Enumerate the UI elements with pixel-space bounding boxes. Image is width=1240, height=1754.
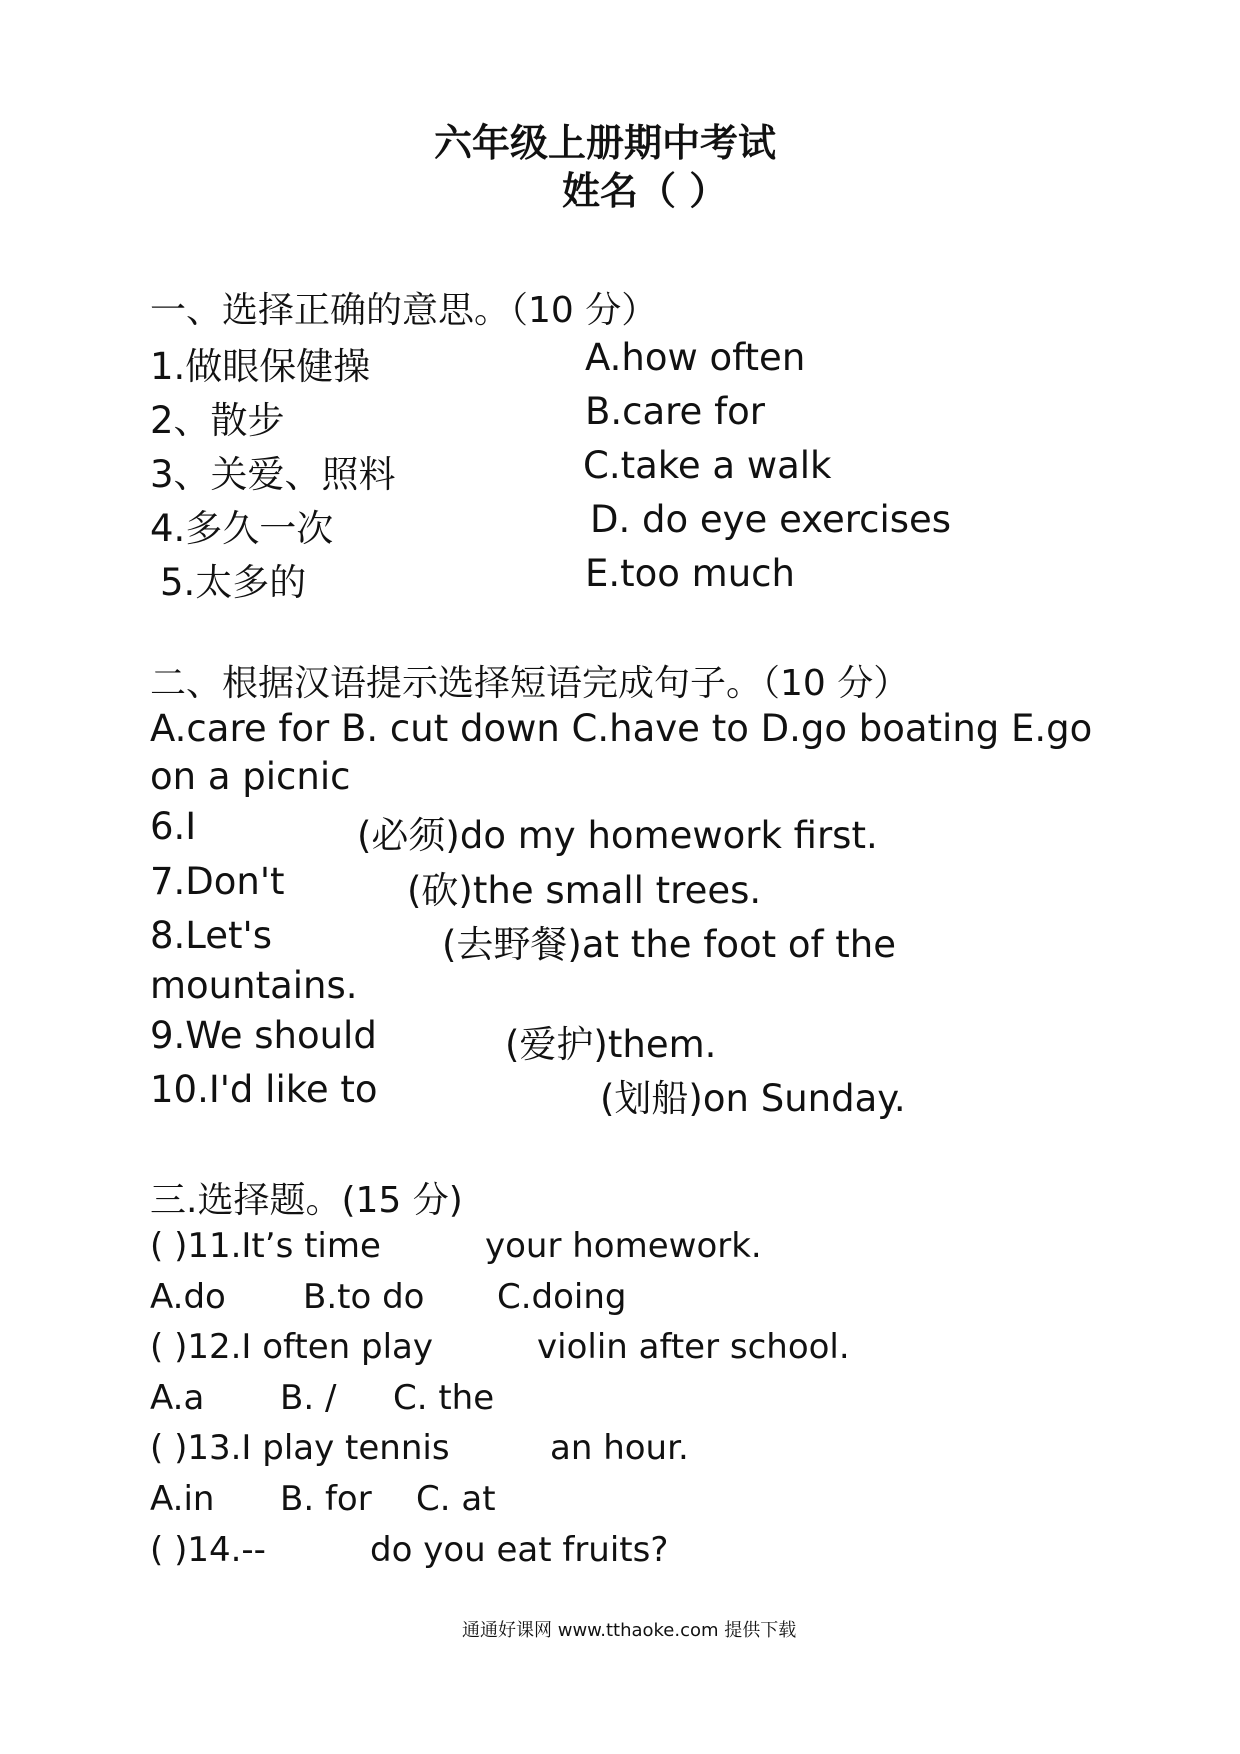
q9-start: 9.We should (150, 1014, 377, 1057)
q11-tail: your homework. (485, 1226, 762, 1266)
s1-right-a: A.how often (585, 336, 806, 379)
section1-heading: 一、选择正确的意思。（10 分） (150, 290, 658, 331)
q6-start: 6.I (150, 805, 197, 848)
s1-left-2: 2、散步 (150, 399, 285, 442)
q13-stem: ( )13.I play tennis (150, 1428, 450, 1468)
q13-tail: an hour. (550, 1428, 689, 1468)
q11-opt-c: C.doing (497, 1277, 627, 1317)
q9-end: (爱护)them. (505, 1023, 717, 1066)
q12-opt-c: C. the (393, 1378, 495, 1418)
q10-start: 10.I'd like to (150, 1068, 378, 1111)
section2-heading: 二、根据汉语提示选择短语完成句子。（10 分） (150, 663, 910, 704)
q13-opt-b: B. for (280, 1479, 372, 1519)
q13-opt-c: C. at (416, 1479, 496, 1519)
q12-stem: ( )12.I often play (150, 1327, 434, 1367)
q11-opt-b: B.to do (303, 1277, 425, 1317)
q8-end: (去野餐)at the foot of the (442, 923, 897, 966)
s2-options-line2: on a picnic (150, 755, 351, 798)
footer-source: 通通好课网 www.tthaoke.com 提供下载 (462, 1620, 797, 1641)
q12-opt-a: A.a (150, 1378, 205, 1418)
s1-right-c: C.take a walk (583, 444, 832, 487)
q11-stem: ( )11.It’s time (150, 1226, 381, 1266)
q14-stem: ( )14.-- (150, 1530, 266, 1570)
s1-left-4: 4.多久一次 (150, 507, 334, 550)
q14-tail: do you eat fruits? (370, 1530, 669, 1570)
s1-right-e: E.too much (585, 552, 795, 595)
s1-right-d: D. do eye exercises (590, 498, 952, 541)
name-line: 姓名（ ） (562, 168, 728, 213)
section3-heading: 三.选择题。(15 分) (150, 1180, 463, 1221)
s1-left-3: 3、关爱、照料 (150, 453, 396, 496)
q10-end: (划船)on Sunday. (600, 1077, 906, 1120)
q13-opt-a: A.in (150, 1479, 215, 1519)
q12-opt-b: B. / (280, 1378, 337, 1418)
q11-opt-a: A.do (150, 1277, 226, 1317)
q6-end: (必须)do my homework first. (357, 814, 878, 857)
page-title: 六年级上册期中考试 (434, 120, 777, 165)
s1-right-b: B.care for (585, 390, 765, 433)
q7-start: 7.Don't (150, 860, 285, 903)
s1-left-1: 1.做眼保健操 (150, 345, 371, 388)
q8-start: 8.Let's (150, 914, 272, 957)
s2-options-line1: A.care for B. cut down C.have to D.go boating E.go (150, 707, 1093, 750)
s1-left-5: 5.太多的 (160, 561, 307, 604)
q12-tail: violin after school. (537, 1327, 850, 1367)
q8-cont: mountains. (150, 964, 358, 1007)
q7-end: (砍)the small trees. (407, 869, 762, 912)
